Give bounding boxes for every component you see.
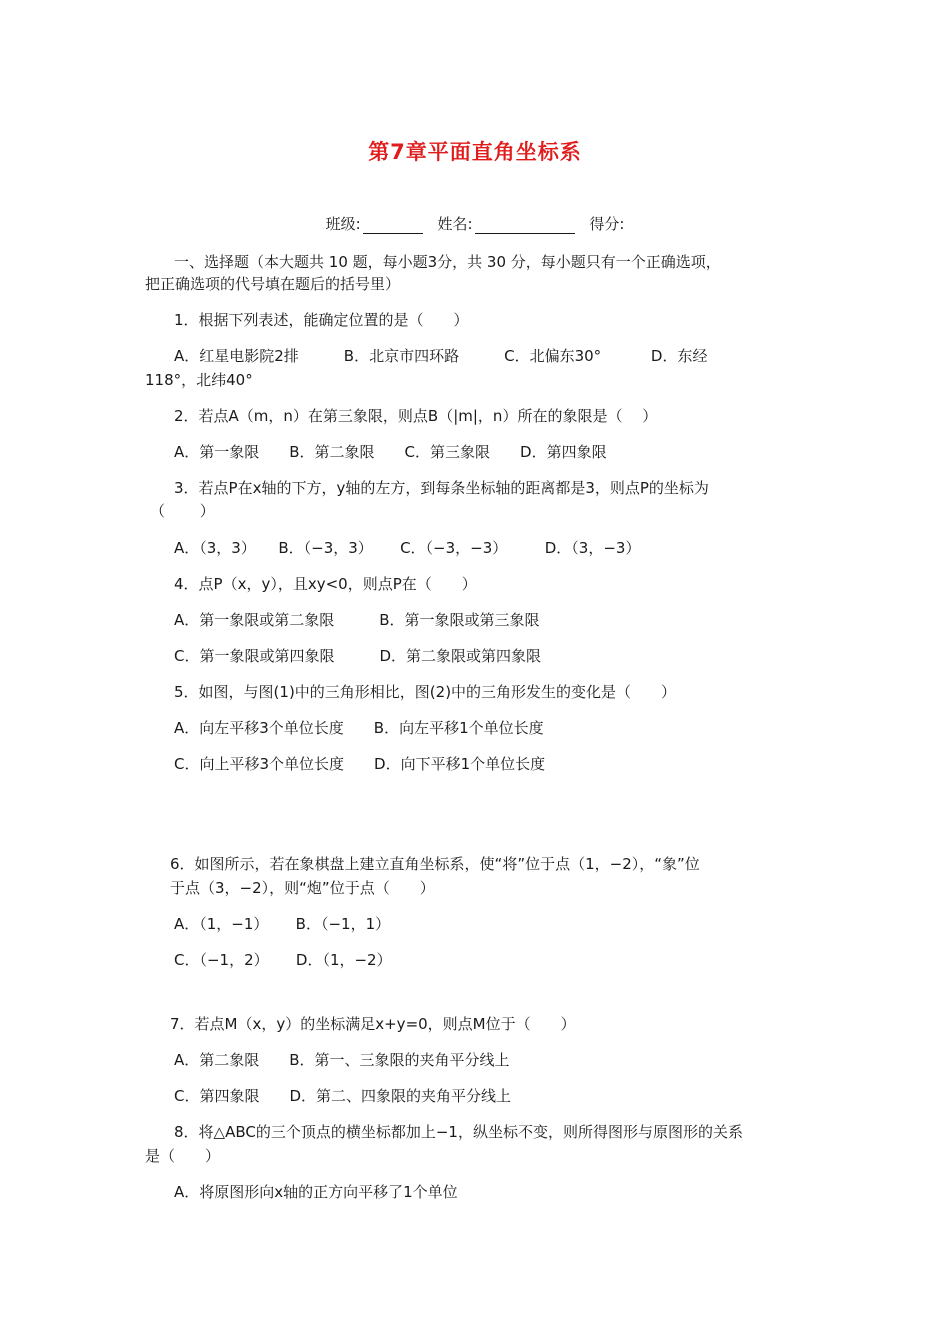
text-line: 7．若点M（x，y）的坐标满足x+y=0，则点M位于（ ） <box>170 1015 576 1033</box>
text-line: 118°，北纬40° <box>145 371 253 389</box>
text-line: A．（1，−1） B．（−1，1） <box>174 915 391 933</box>
text-line: A．（3，3） B．（−3，3） C．（−3，−3） D．（3，−3） <box>174 539 641 557</box>
text-line: A．红星电影院2排 B．北京市四环路 C．北偏东30° D．东经 <box>174 347 708 365</box>
page-title: 第7章平面直角坐标系 <box>368 140 582 164</box>
text-line: A．第二象限 B．第一、三象限的夹角平分线上 <box>174 1051 510 1069</box>
text-line: 2．若点A（m，n）在第三象限，则点B（|m|，n）所在的象限是（ ） <box>174 407 658 425</box>
score-label: 得分: <box>589 215 625 233</box>
name-label: 姓名: <box>437 215 473 233</box>
text-line: A．第一象限或第二象限 B．第一象限或第三象限 <box>174 611 540 629</box>
student-info-row <box>0 213 950 234</box>
text-line: C．第四象限 D．第二、四象限的夹角平分线上 <box>174 1087 512 1105</box>
text-line: C．向上平移3个单位长度 D．向下平移1个单位长度 <box>174 755 546 773</box>
text-line: （ ） <box>150 502 215 520</box>
text-line: 1．根据下列表述，能确定位置的是（ ） <box>174 311 469 329</box>
text-line: A．第一象限 B．第二象限 C．第三象限 D．第四象限 <box>174 443 607 461</box>
class-label: 班级: <box>325 215 361 233</box>
text-line: 4．点P（x，y），且xy<0，则点P在（ ） <box>174 575 477 593</box>
text-line: 于点（3，−2），则“炮”位于点（ ） <box>170 879 435 897</box>
text-line: C．（−1，2） D．（1，−2） <box>174 951 392 969</box>
text-line: 是（ ） <box>145 1147 221 1165</box>
text-line: A．向左平移3个单位长度 B．向左平移1个单位长度 <box>174 719 544 737</box>
class-blank <box>363 217 423 234</box>
text-line: 6．如图所示，若在象棋盘上建立直角坐标系，使“将”位于点（1，−2），“象”位 <box>170 855 700 873</box>
name-blank <box>475 217 575 234</box>
text-line: 5．如图，与图(1)中的三角形相比，图(2)中的三角形发生的变化是（ ） <box>174 683 677 701</box>
text-line: 一、选择题（本大题共 10 题，每小题3分，共 30 分，每小题只有一个正确选项， <box>174 253 721 271</box>
text-line: 把正确选项的代号填在题后的括号里） <box>145 275 401 293</box>
text-line: C．第一象限或第四象限 D．第二象限或第四象限 <box>174 647 542 665</box>
text-line: 3．若点P在x轴的下方，y轴的左方，到每条坐标轴的距离都是3，则点P的坐标为 <box>174 479 709 497</box>
text-line: A．将原图形向x轴的正方向平移了1个单位 <box>174 1183 458 1201</box>
text-line: 8．将△ABC的三个顶点的横坐标都加上−1，纵坐标不变，则所得图形与原图形的关系 <box>174 1123 743 1141</box>
